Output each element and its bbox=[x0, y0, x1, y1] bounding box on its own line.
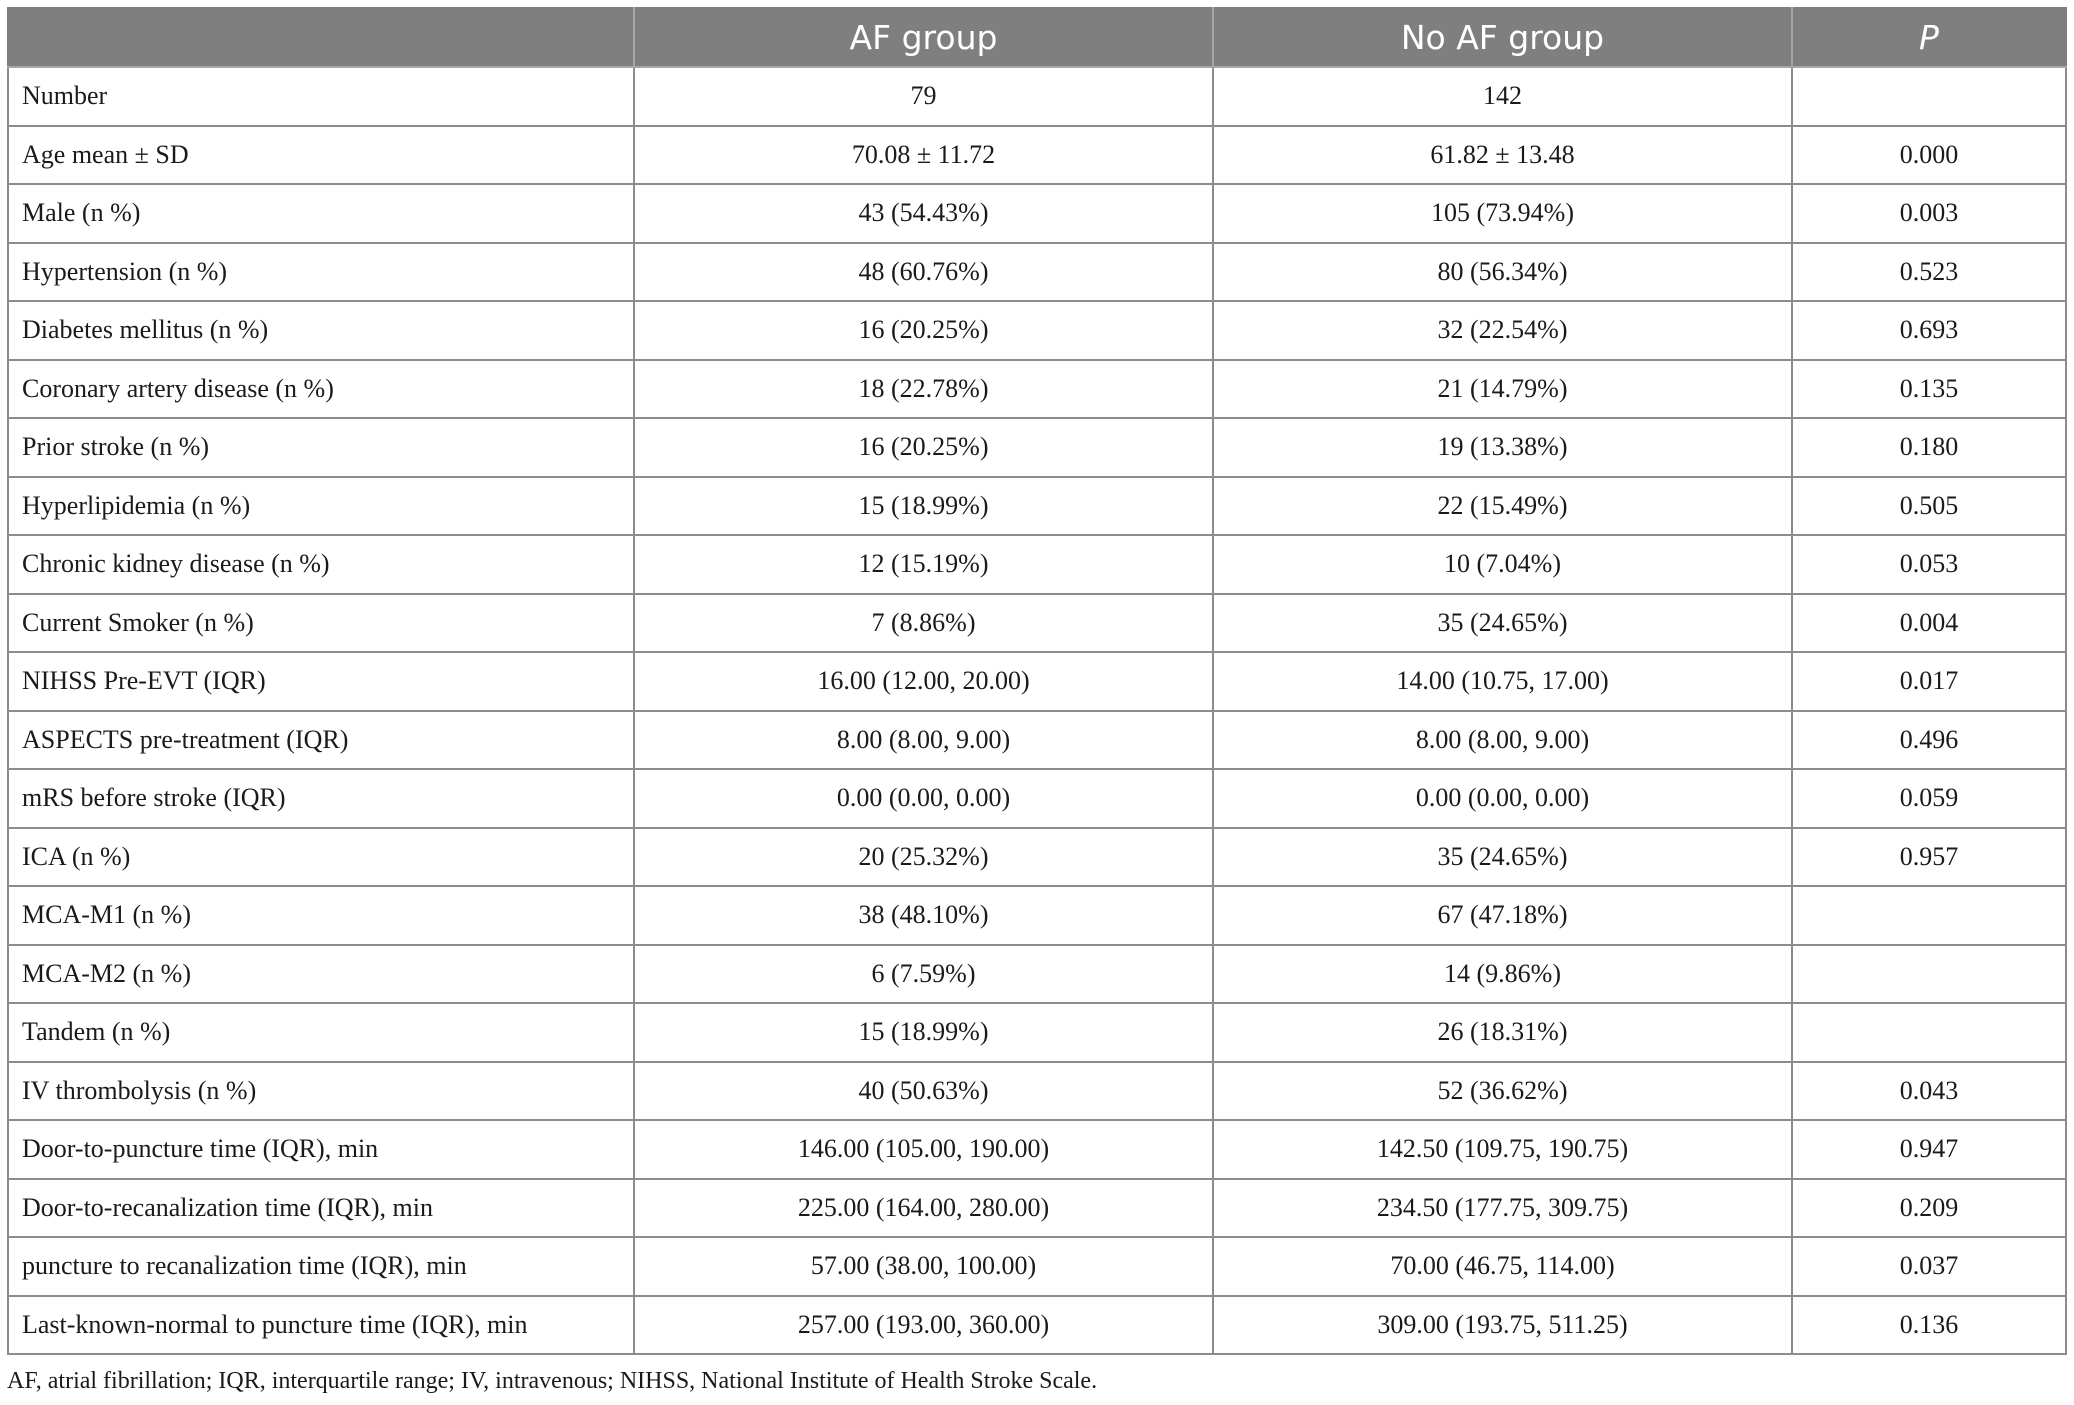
p-value: 0.017 bbox=[1792, 652, 2066, 711]
af-group-value: 146.00 (105.00, 190.00) bbox=[634, 1120, 1213, 1179]
af-group-value: 16 (20.25%) bbox=[634, 301, 1213, 360]
row-label: Prior stroke (n %) bbox=[8, 418, 634, 477]
table-row bbox=[8, 652, 2066, 711]
no-af-group-value: 22 (15.49%) bbox=[1213, 477, 1792, 536]
af-group-value: 15 (18.99%) bbox=[634, 1003, 1213, 1062]
p-value: 0.505 bbox=[1792, 477, 2066, 536]
table-row bbox=[8, 1062, 2066, 1121]
row-label: MCA-M2 (n %) bbox=[8, 945, 634, 1004]
table-row bbox=[8, 1120, 2066, 1179]
row-label: Diabetes mellitus (n %) bbox=[8, 301, 634, 360]
af-group-value: 70.08 ± 11.72 bbox=[634, 126, 1213, 185]
af-group-value: 16.00 (12.00, 20.00) bbox=[634, 652, 1213, 711]
table-body bbox=[8, 67, 2066, 1354]
p-value: 0.209 bbox=[1792, 1179, 2066, 1238]
p-value: 0.003 bbox=[1792, 184, 2066, 243]
row-label: Hyperlipidemia (n %) bbox=[8, 477, 634, 536]
row-label: Age mean ± SD bbox=[8, 126, 634, 185]
row-label: Current Smoker (n %) bbox=[8, 594, 634, 653]
table-row bbox=[8, 769, 2066, 828]
af-group-value: 40 (50.63%) bbox=[634, 1062, 1213, 1121]
p-value: 0.043 bbox=[1792, 1062, 2066, 1121]
table-row bbox=[8, 67, 2066, 126]
row-label: Last-known-normal to puncture time (IQR), min bbox=[8, 1296, 634, 1355]
table-row bbox=[8, 184, 2066, 243]
header-cell-p-value: P bbox=[1792, 8, 2066, 67]
no-af-group-value: 67 (47.18%) bbox=[1213, 886, 1792, 945]
table-row bbox=[8, 1237, 2066, 1296]
p-value: 0.496 bbox=[1792, 711, 2066, 770]
no-af-group-value: 35 (24.65%) bbox=[1213, 828, 1792, 887]
af-group-value: 225.00 (164.00, 280.00) bbox=[634, 1179, 1213, 1238]
table-row bbox=[8, 418, 2066, 477]
p-value bbox=[1792, 67, 2066, 126]
table-header bbox=[8, 8, 2066, 67]
af-group-value: 38 (48.10%) bbox=[634, 886, 1213, 945]
row-label: ICA (n %) bbox=[8, 828, 634, 887]
row-label: Number bbox=[8, 67, 634, 126]
p-value: 0.693 bbox=[1792, 301, 2066, 360]
table-row bbox=[8, 1003, 2066, 1062]
row-label: ASPECTS pre-treatment (IQR) bbox=[8, 711, 634, 770]
af-group-value: 79 bbox=[634, 67, 1213, 126]
af-group-value: 12 (15.19%) bbox=[634, 535, 1213, 594]
table-row bbox=[8, 1179, 2066, 1238]
row-label: Tandem (n %) bbox=[8, 1003, 634, 1062]
table-row bbox=[8, 1296, 2066, 1355]
no-af-group-value: 8.00 (8.00, 9.00) bbox=[1213, 711, 1792, 770]
af-group-value: 57.00 (38.00, 100.00) bbox=[634, 1237, 1213, 1296]
no-af-group-value: 309.00 (193.75, 511.25) bbox=[1213, 1296, 1792, 1355]
no-af-group-value: 32 (22.54%) bbox=[1213, 301, 1792, 360]
header-cell-af-group: AF group bbox=[634, 8, 1213, 67]
no-af-group-value: 35 (24.65%) bbox=[1213, 594, 1792, 653]
no-af-group-value: 14 (9.86%) bbox=[1213, 945, 1792, 1004]
row-label: IV thrombolysis (n %) bbox=[8, 1062, 634, 1121]
af-group-value: 16 (20.25%) bbox=[634, 418, 1213, 477]
table-row bbox=[8, 243, 2066, 302]
af-group-value: 48 (60.76%) bbox=[634, 243, 1213, 302]
no-af-group-value: 0.00 (0.00, 0.00) bbox=[1213, 769, 1792, 828]
af-group-value: 15 (18.99%) bbox=[634, 477, 1213, 536]
header-cell-label bbox=[8, 8, 634, 67]
header-row bbox=[8, 8, 2066, 67]
af-group-value: 257.00 (193.00, 360.00) bbox=[634, 1296, 1213, 1355]
table-row bbox=[8, 945, 2066, 1004]
af-group-value: 20 (25.32%) bbox=[634, 828, 1213, 887]
no-af-group-value: 14.00 (10.75, 17.00) bbox=[1213, 652, 1792, 711]
p-value: 0.180 bbox=[1792, 418, 2066, 477]
af-group-value: 8.00 (8.00, 9.00) bbox=[634, 711, 1213, 770]
table-row bbox=[8, 126, 2066, 185]
row-label: NIHSS Pre-EVT (IQR) bbox=[8, 652, 634, 711]
row-label: MCA-M1 (n %) bbox=[8, 886, 634, 945]
table-footnote: AF, atrial fibrillation; IQR, interquartile range; IV, intravenous; NIHSS, National Institute of Health Stroke Scale. bbox=[7, 1368, 1098, 1394]
no-af-group-value: 26 (18.31%) bbox=[1213, 1003, 1792, 1062]
row-label: Chronic kidney disease (n %) bbox=[8, 535, 634, 594]
no-af-group-value: 142.50 (109.75, 190.75) bbox=[1213, 1120, 1792, 1179]
p-value bbox=[1792, 886, 2066, 945]
table-container bbox=[7, 7, 2065, 1355]
no-af-group-value: 234.50 (177.75, 309.75) bbox=[1213, 1179, 1792, 1238]
row-label: Door-to-recanalization time (IQR), min bbox=[8, 1179, 634, 1238]
row-label: Door-to-puncture time (IQR), min bbox=[8, 1120, 634, 1179]
no-af-group-value: 21 (14.79%) bbox=[1213, 360, 1792, 419]
p-value: 0.947 bbox=[1792, 1120, 2066, 1179]
no-af-group-value: 10 (7.04%) bbox=[1213, 535, 1792, 594]
p-value: 0.523 bbox=[1792, 243, 2066, 302]
no-af-group-value: 52 (36.62%) bbox=[1213, 1062, 1792, 1121]
no-af-group-value: 105 (73.94%) bbox=[1213, 184, 1792, 243]
table-row bbox=[8, 711, 2066, 770]
table-row bbox=[8, 360, 2066, 419]
row-label: Coronary artery disease (n %) bbox=[8, 360, 634, 419]
no-af-group-value: 19 (13.38%) bbox=[1213, 418, 1792, 477]
p-value bbox=[1792, 1003, 2066, 1062]
no-af-group-value: 61.82 ± 13.48 bbox=[1213, 126, 1792, 185]
p-value: 0.135 bbox=[1792, 360, 2066, 419]
p-value bbox=[1792, 945, 2066, 1004]
p-value: 0.957 bbox=[1792, 828, 2066, 887]
table-row bbox=[8, 886, 2066, 945]
table-row bbox=[8, 535, 2066, 594]
row-label: Male (n %) bbox=[8, 184, 634, 243]
no-af-group-value: 142 bbox=[1213, 67, 1792, 126]
p-value: 0.004 bbox=[1792, 594, 2066, 653]
header-cell-no-af-group: No AF group bbox=[1213, 8, 1792, 67]
characteristics-table bbox=[7, 7, 2067, 1355]
af-group-value: 6 (7.59%) bbox=[634, 945, 1213, 1004]
table-row bbox=[8, 477, 2066, 536]
table-row bbox=[8, 301, 2066, 360]
af-group-value: 7 (8.86%) bbox=[634, 594, 1213, 653]
row-label: Hypertension (n %) bbox=[8, 243, 634, 302]
p-value: 0.059 bbox=[1792, 769, 2066, 828]
af-group-value: 0.00 (0.00, 0.00) bbox=[634, 769, 1213, 828]
row-label: mRS before stroke (IQR) bbox=[8, 769, 634, 828]
table-row bbox=[8, 828, 2066, 887]
p-value: 0.000 bbox=[1792, 126, 2066, 185]
af-group-value: 43 (54.43%) bbox=[634, 184, 1213, 243]
table-row bbox=[8, 594, 2066, 653]
af-group-value: 18 (22.78%) bbox=[634, 360, 1213, 419]
p-value: 0.136 bbox=[1792, 1296, 2066, 1355]
no-af-group-value: 80 (56.34%) bbox=[1213, 243, 1792, 302]
p-value: 0.053 bbox=[1792, 535, 2066, 594]
p-value: 0.037 bbox=[1792, 1237, 2066, 1296]
row-label: puncture to recanalization time (IQR), min bbox=[8, 1237, 634, 1296]
no-af-group-value: 70.00 (46.75, 114.00) bbox=[1213, 1237, 1792, 1296]
